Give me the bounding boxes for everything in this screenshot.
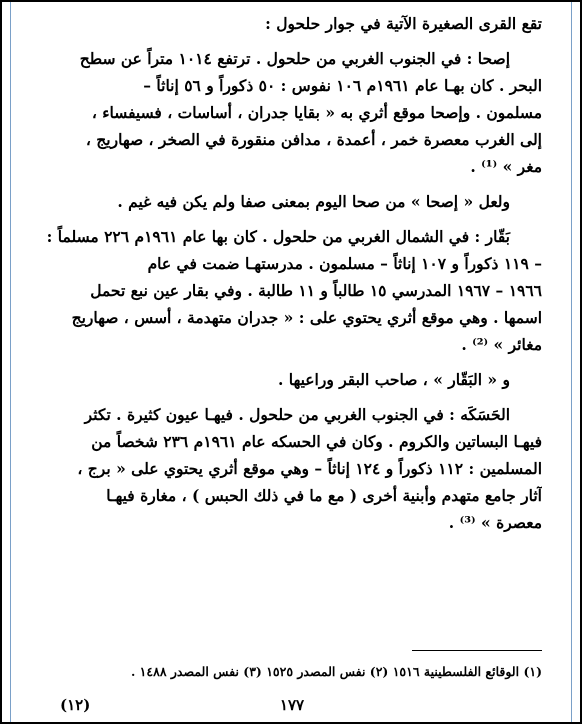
document-page	[42, 10, 542, 714]
volume-number: (١٢)	[60, 696, 91, 714]
text-line: بَقّار : في الشمال الغربي من حلحول . كان بها عام ١٩٦١م ٢٢٦ مسلماً :	[46, 227, 510, 246]
paragraph-hasaka	[42, 401, 542, 536]
text-line: ولعل « إصحا » من صحا اليوم بمعنى صفا ولم يكن فيه غيم .	[117, 192, 510, 211]
text-line: إلى الغرب معصرة خمر ، أعمدة ، مدافن منقورة في الصخر ، صهاريج ،	[85, 130, 542, 149]
paragraph-isha	[42, 45, 542, 180]
text-line: الحَسَكَه : في الجنوب الغربي من حلحول . فيهـا عيون كثيرة . تكثر	[84, 405, 510, 424]
text-line: المسلمين : ١١٢ ذكوراً و ١٢٤ إناثاً – وهي موقع أثري يحتوي على « برج ،	[77, 459, 542, 478]
text-line: آثار جامع متهدم وأبنية أخرى ( مع ما في ذلك الحبس ) ، مغارة فيهـا	[106, 486, 542, 505]
text-line: مغائر » ⁽²⁾ .	[461, 335, 542, 354]
footnote-divider	[412, 650, 542, 651]
text-line: إصحا : في الجنوب الغربي من حلحول . ترتفع ١٠١٤ متراً عن سطح	[79, 49, 510, 68]
text-line: و « البَقّار » ، صاحب البقر وراعيها .	[277, 370, 510, 389]
text-line: اسمها . وهي موقع أثري يحتوي على : « جدران متهدمة ، أسس ، صهاريج	[71, 308, 542, 327]
text-line: – ١١٩ ذكوراً و ١٠٧ إناثاً – مسلمون . مدرستهـا ضمت في عام	[147, 254, 542, 273]
paragraph-baqqar-meaning	[42, 366, 542, 393]
text-line: البحر . كان بهـا عام ١٩٦١م ١٠٦ نفوس : ٥٠ ذكوراً و ٥٦ إناثاً –	[143, 76, 542, 95]
footnotes: (١) الوقائع الفلسطينية ١٥١٦ (٢) نفس المصدر ١٥٢٥ (٣) نفس المصدر ١٤٨٨ .	[130, 664, 542, 679]
text-line: ١٩٦٦ – ١٩٦٧ المدرسي ١٥ طالباً و ١١ طالبة . وفي بقار عين نبع تحمل	[90, 281, 542, 300]
paragraph-isha-meaning	[42, 188, 542, 215]
text-line: فيهـا البساتين والكروم . وكان في الحسكه عام ١٩٦١م ٢٣٦ شخصاً من	[91, 432, 542, 451]
page-number: ١٧٧	[279, 696, 305, 714]
text-line: مسلمون . وإصحا موقع أثري به « بقايا جدران ، أساسات ، فسيفساء ،	[91, 103, 542, 122]
text-line: مغر » ⁽¹⁾ .	[470, 157, 542, 176]
intro-line: تقع القرى الصغيرة الآتية في جوار حلحول :	[265, 14, 542, 33]
text-line: معصرة » ⁽³⁾ .	[448, 513, 542, 532]
paragraph-baqqar	[42, 223, 542, 358]
